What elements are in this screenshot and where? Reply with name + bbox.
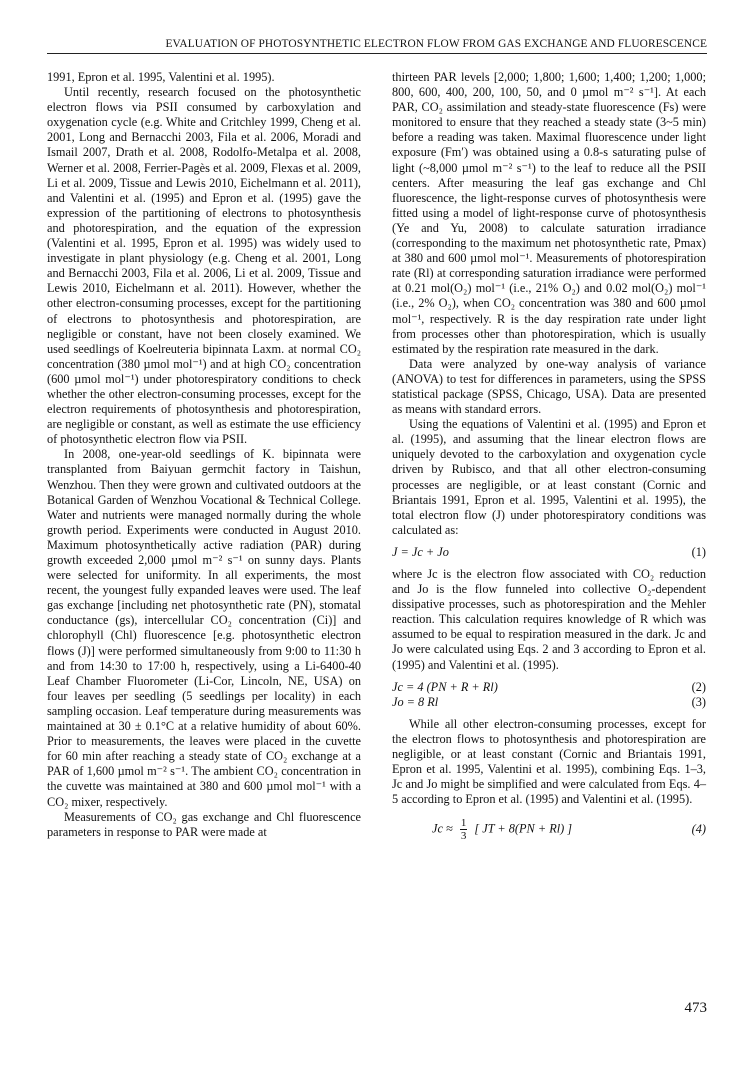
equation-4-body (392, 817, 572, 842)
equation-1-number: (1) (691, 544, 706, 559)
equation-4-lhs: Jc ≈ (432, 821, 453, 836)
equation-4-fraction (460, 817, 468, 842)
paragraph: Using the equations of Valentini et al. (1995) and Epron et al. (1995), and assuming that the linear electron flows are uniquely devoted to the carboxylation and oxygenation cycle driven by Rubisco, and that all other electron-consuming processes are negligible, or at least constant (Cornic and Briantais 1991, Epron et al. 1995, Valentini et al. 1995), the total electron flow (J) under photorespiratory conditions was calculated as: (392, 417, 706, 537)
paragraph: While all other electron-consuming processes, except for the electron flows to photosynthesis and photorespiration are negligible, or at least constant (Cornic and Briantais 1991, Epron et al. 1995, Valentini et al. 1995), combining Eqs. 1–3, Jc and Jo might be simplified and were calculated from Eqs. 4–5 according to Epron et al. (1995) and Valentini et al. (1995). (392, 716, 706, 807)
paragraph: 1991, Epron et al. 1995, Valentini et al. 1995). (47, 70, 275, 84)
running-head: EVALUATION OF PHOTOSYNTHETIC ELECTRON FLOW FROM GAS EXCHANGE AND FLUORESCENCE (47, 38, 707, 54)
page-number: 473 (684, 1000, 707, 1016)
left-column (47, 70, 361, 840)
equation-3-number: (3) (691, 694, 706, 709)
paragraph: Data were analyzed by one-way analysis of variance (ANOVA) to test for differences in parameters, using the SPSS statistical package (SPSS, Chicago, USA). Data are presented as means with standard errors. (392, 356, 706, 417)
paragraph: Measurements of CO₂ gas exchange and Chl fluorescence parameters in response to PAR were made at (47, 809, 361, 839)
fraction-denominator: 3 (460, 830, 467, 843)
equation-3 (392, 695, 706, 710)
paragraph: where Jc is the electron flow associated with CO₂ reduction and Jo is the flow funneled into collective O₂-dependent dissipative processes, such as photorespiration and the Mehler reaction. This calculation requires knowledge of R which was assumed to be equal to respiration measured in the dark. Jc and Jo were calculated using Eqs. 2 and 3 according to Epron et al. (1995) and Valentini et al. (1995). (392, 567, 706, 672)
equation-4-rhs: [ JT + 8(PN + Rl) ] (474, 821, 573, 836)
equations-2-3 (392, 680, 706, 710)
equation-4 (392, 817, 706, 842)
paragraph: thirteen PAR levels [2,000; 1,800; 1,600; 1,400; 1,200; 1,000; 800, 600, 400, 200, 100, 50, and 0 µmol m⁻² s⁻¹]. At each PAR, CO₂ assimilation and steady-state fluorescence (Fs) were monitored to ensure that they reached a steady state (3~5 min) before a reading was taken. Maximal fluorescence under light exposure (Fm′) was obtained using a 0.8-s saturating pulse of light (~8,000 µmol m⁻² s⁻¹) to the leaf to reduce all the PSII centers. After measuring the leaf gas exchange and Chl fluorescence, the light-response curves of photosynthesis were fitted using a model of light-response curve of photosynthesis (Ye and Yu, 2008) to calculate saturation irradiance (corresponding to the maximum net photosynthetic rate, Pmax) at 380 and 600 µmol mol⁻¹. Measurements of photorespiration rate (Rl) at corresponding saturation irradiance were performed at 0.21 mol(O₂) mol⁻¹ (i.e., 21% O₂) and 0.02 mol(O₂) mol⁻¹ (i.e., 2% O₂), when CO₂ concentration was 380 and 600 µmol mol⁻¹, respectively. R is the day respiration rate under light from processes other than photorespiration, which is usually estimated by the respiration rate measured in the dark. (392, 70, 706, 356)
paragraph: In 2008, one-year-old seedlings of K. bipinnata were transplanted from Baiyuan germchit factory in Taishun, Wenzhou. Then they were grown and cultivated outdoors at the Botanical Garden of Wenzhou Vocational & Technical College. Water and nutrients were managed normally during the whole growth period. Experiments were conducted in August 2010. Maximum photosynthetically active radiation (PAR) during growth exceeded 2,000 µmol m⁻² s⁻¹ on sunny days. Plants were selected for uniformity. In all experiments, the most recent, the youngest fully expanded leaves were used. The leaf gas exchange [including net photosynthetic rate (PN), stomatal conductance (gs), intercellular CO₂ concentration (Ci)] and chlorophyll (Chl) fluorescence [e.g. photosynthetic electron flows (J)] were performed simultaneously from 9:00 to 11:30 h and from 14:30 to 17:00 h, respectively, using a Li-6400-40 Leaf Chamber Fluorometer (Li-Cor, Lincoln, NE, USA) on four leaves per seedling (5 seedlings per locality) in each sampling occasion. Leaf temperature during measurements was maintained at 30 ± 0.1°C at a relative humidity of about 60%. Prior to measurements, the leaves were placed in the cuvette for 60 min after reaching a steady state of CO₂ exchange at a PAR of 1,600 µmol m⁻² s⁻¹. The ambient CO₂ concentration in the cuvette was maintained at 380 and 600 µmol mol⁻¹ with a CO₂ mixer, respectively. (47, 447, 361, 809)
right-column (392, 70, 706, 842)
equation-2 (392, 680, 706, 695)
equation-2-number: (2) (691, 679, 706, 694)
equation-4-number: (4) (691, 822, 706, 837)
fraction-numerator: 1 (460, 817, 467, 830)
equation-2-body: Jc = 4 (PN + R + Rl) (392, 679, 498, 694)
equation-1 (392, 545, 706, 560)
equation-3-body: Jo = 8 Rl (392, 694, 439, 709)
equation-1-body: J = Jc + Jo (392, 544, 449, 559)
paragraph: Until recently, research focused on the photosynthetic electron flows via PSII consumed by carboxylation and oxygenation cycle (e.g. White and Critchley 1999, Cheng et al. 2001, Long and Bernacchi 2003, Fila et al. 2006, Moradi and Ismail 2007, Drath et al. 2008, Rodolfo-Metalpa et al. 2008, Werner et al. 2008, Ferrier-Pagès et al. 2009, Flexas et al. 2009, Li et al. 2009, Tissue and Lewis 2010, Eichelmann et al. 2011), and Valentini et al. (1995) and Epron et al. (1995) gave the expression of the partitioning of electrons to photosynthesis and photorespiration, and the equation of the expression (Valentini et al. 1995, Epron et al. 1995) was widely used to investigate in plant physiology (e.g. Cheng et al. 2001, Long and Bernacchi 2003, Fila et al. 2006, Li et al. 2009, Tissue and Lewis 2010, Eichelmann et al. 2011). However, whether the other electron-consuming processes, except for the partitioning of electrons to photosynthesis and photorespiration, are negligible or constant, have not been closely examined. We used seedlings of Koelreuteria bipinnata Laxm. at normal CO₂ concentration (380 µmol mol⁻¹) and at high CO₂ concentration (600 µmol mol⁻¹) under photorespiratory conditions to check whether the other electron-consuming processes, except for the electron requirements of photosynthesis and photorespiration, are negligible or constant, as well as estimate the use efficiency of photosynthetic electron flow via PSII. (47, 85, 361, 447)
